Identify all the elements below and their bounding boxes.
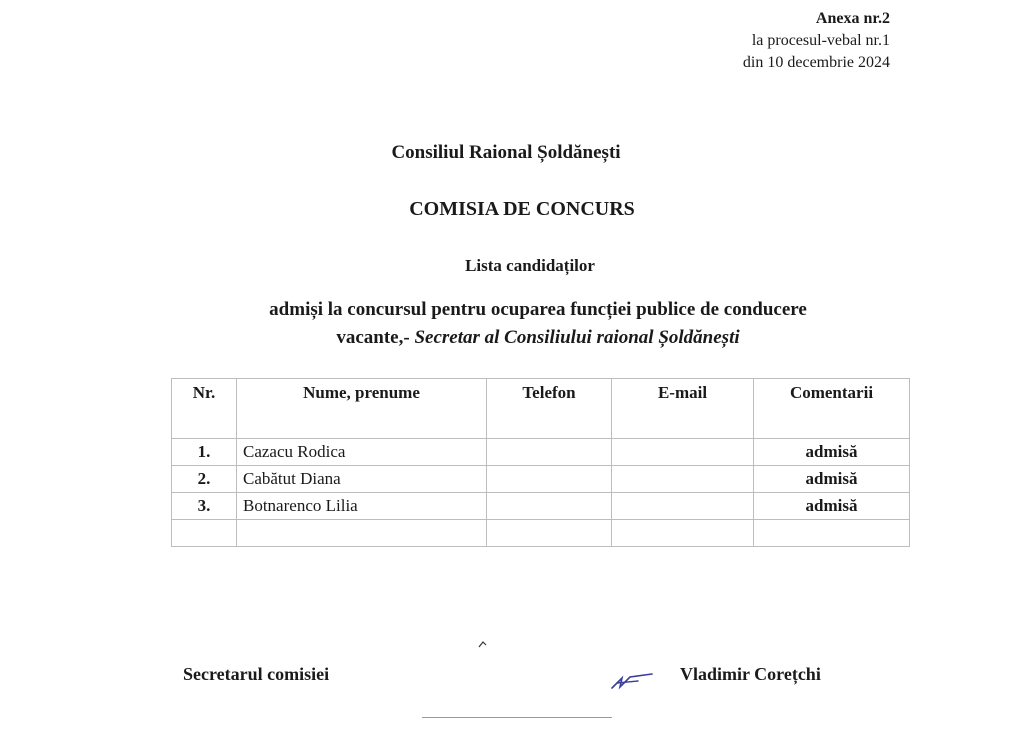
cell-nr: 2. [172,466,237,493]
table-row-empty [172,520,910,547]
table-header-row [172,379,910,439]
table-row [172,493,910,520]
table-row [172,439,910,466]
cell-phone [487,466,612,493]
cell-comment [754,520,910,547]
table-row [172,466,910,493]
cell-email [612,520,754,547]
cell-email [612,439,754,466]
subtitle-line-2 [26,324,1024,352]
candidates-table [171,378,910,547]
council-name: Consiliul Raional Șoldănești [391,142,621,163]
position-title: Secretar al Consiliului raional Șoldănești [414,327,740,348]
cell-nr [172,520,237,547]
cell-comment: admisă [754,493,910,520]
column-header-phone: Telefon [487,379,612,439]
subtitle-prefix: vacante,- [336,327,410,348]
list-title: Lista candidaților [465,256,595,275]
cell-email [612,466,754,493]
annex-minutes-ref: la procesul-vebal nr.1 [751,32,890,49]
cell-name: Cazacu Rodica [237,439,487,466]
cell-name: Cabătut Diana [237,466,487,493]
column-header-email: E-mail [612,379,754,439]
cell-name: Botnarenco Lilia [237,493,487,520]
annex-block [743,8,890,74]
subtitle-line-1: admiși la concursul pentru ocuparea funcției publice de conducere [269,299,807,320]
cell-comment: admisă [754,466,910,493]
signature-mark [608,668,658,692]
ink-mark [478,640,488,648]
cell-phone [487,520,612,547]
annex-date: din 10 decembrie 2024 [742,54,890,71]
divider-line [422,717,612,718]
cell-nr: 3. [172,493,237,520]
commission-title: COMISIA DE CONCURS [409,198,635,220]
cell-name [237,520,487,547]
cell-nr: 1. [172,439,237,466]
column-header-nr: Nr. [172,379,237,439]
cell-phone [487,493,612,520]
cell-phone [487,439,612,466]
secretary-name: Vladimir Corețchi [680,664,821,684]
annex-title: Anexa nr.2 [815,10,890,27]
column-header-name: Nume, prenume [237,379,487,439]
list-subtitle [26,296,1024,352]
secretary-label: Secretarul comisiei [183,664,330,684]
cell-email [612,493,754,520]
cell-comment: admisă [754,439,910,466]
column-header-comments: Comentarii [754,379,910,439]
